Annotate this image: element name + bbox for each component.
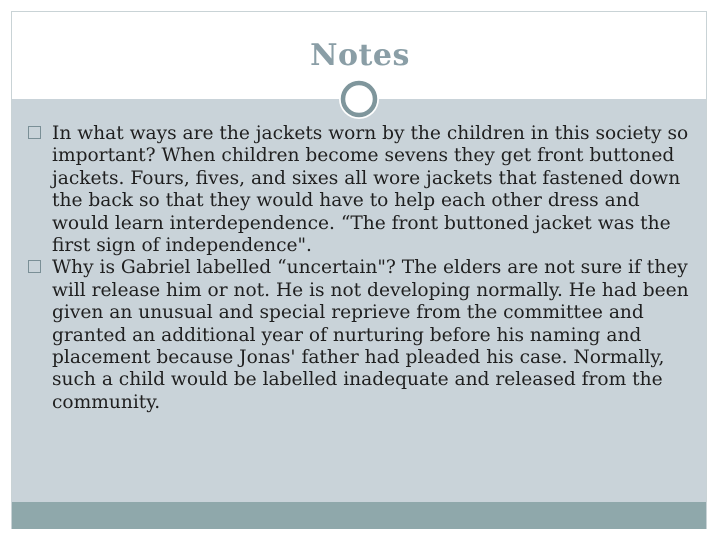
square-bullet-icon	[28, 260, 41, 273]
bullet-list	[28, 123, 698, 414]
footer-bar	[12, 502, 706, 529]
square-bullet-icon	[28, 126, 41, 139]
bullet-text: Why is Gabriel labelled “uncertain"? The elders are not sure if they will release him or not. He is not developing normally. He had been given an unusual and special reprieve from the committee and granted an additional year of nurturing before his naming and placement because Jonas' father had pleaded his case. Normally, such a child would be labelled inadequate and released from the community.	[52, 257, 689, 413]
slide-title: Notes	[310, 38, 410, 73]
circle-ring-icon	[338, 78, 380, 120]
bullet-text: In what ways are the jackets worn by the children in this society so important? When children become sevens they get front buttoned jackets. Fours, fives, and sixes all wore jackets that fastened down the back so that they would have to help each other dress and would learn interdependence. “The front buttoned jacket was the first sign of independence".	[52, 123, 689, 257]
list-item	[28, 257, 698, 414]
list-item	[28, 123, 698, 257]
